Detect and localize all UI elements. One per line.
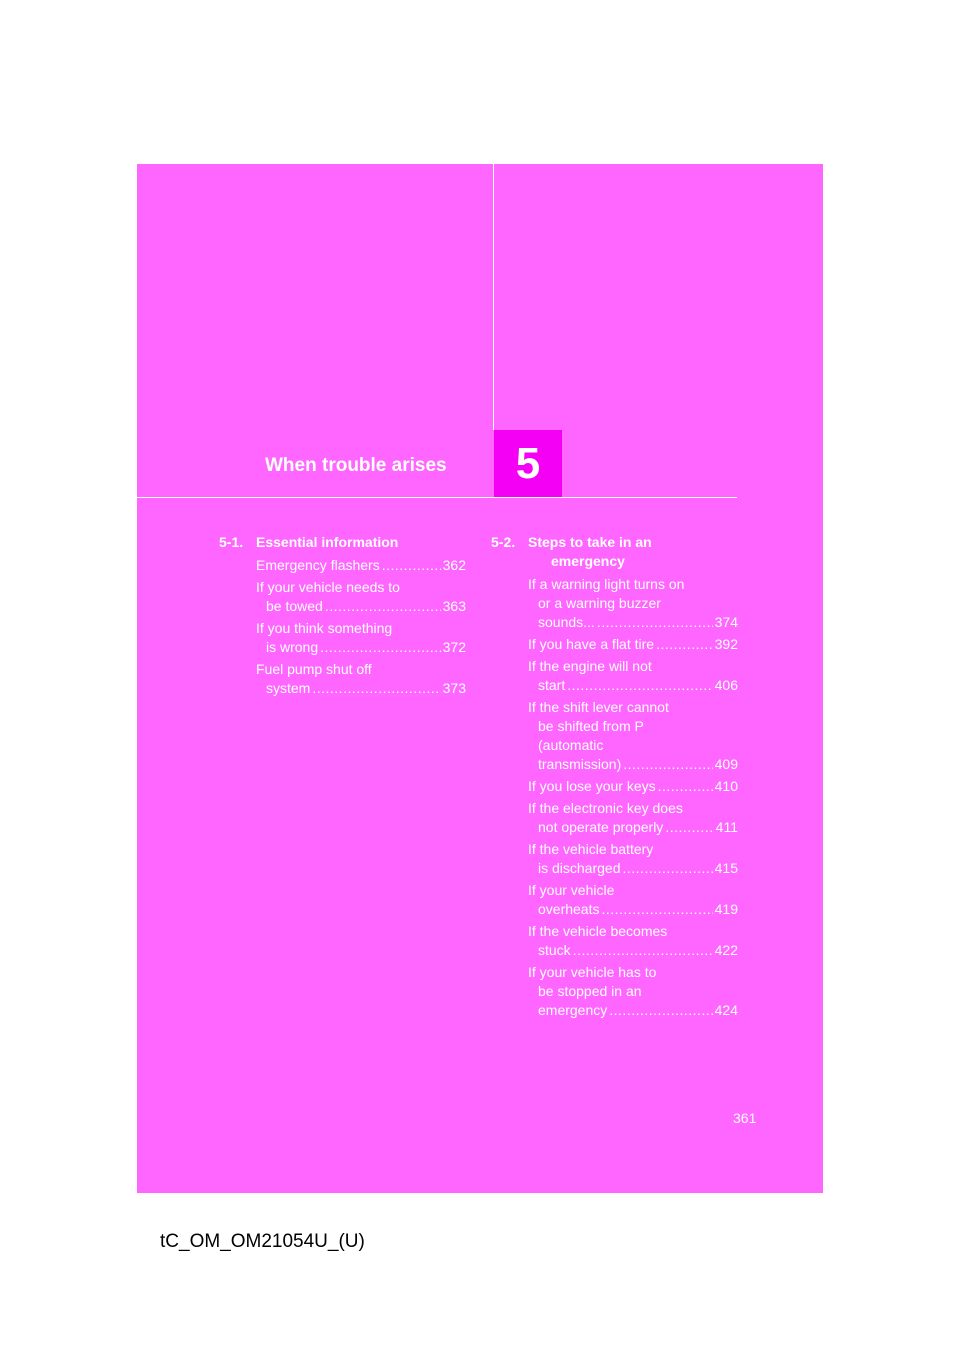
entry-page: 410 — [714, 778, 738, 794]
section-number: 5-1. — [219, 534, 244, 550]
section-title: Essential information — [256, 534, 399, 550]
section-title: Steps to take in an emergency — [528, 534, 652, 569]
entry-page: 362 — [442, 557, 466, 573]
toc-section-5-1 — [219, 533, 466, 698]
divider-horizontal — [137, 497, 737, 498]
chapter-title: When trouble arises — [265, 455, 447, 476]
toc-entry-fuel-pump-shut-off[interactable]: Fuel pump shut off system ..... 373 — [256, 660, 466, 698]
toc-entry-something-wrong[interactable]: If you think something is wrong ..... 372 — [256, 619, 466, 657]
entry-page: 422 — [714, 942, 738, 958]
toc-entry-warning-light[interactable]: If a warning light turns on or a warning buzzer sounds... ..... 374 — [528, 575, 738, 632]
divider-vertical — [493, 164, 494, 430]
toc-entry-overheats[interactable]: If your vehicle overheats ..... 419 — [528, 881, 738, 919]
page-number: 361 — [733, 1110, 757, 1126]
entry-page: 392 — [714, 636, 738, 652]
entry-page: 411 — [715, 819, 738, 835]
toc-entry-engine-will-not-start[interactable]: If the engine will not start ..... 406 — [528, 657, 738, 695]
toc-section-5-2 — [491, 533, 738, 1020]
entry-page: 373 — [442, 680, 466, 696]
toc-entry-vehicle-towed[interactable]: If your vehicle needs to be towed ..... 363 — [256, 578, 466, 616]
toc-entry-emergency-flashers[interactable]: Emergency flashers ..... 362 — [256, 556, 466, 575]
toc-entry-lose-keys[interactable]: If you lose your keys ..... 410 — [528, 777, 738, 796]
entry-page: 363 — [442, 598, 466, 614]
document-code: tC_OM_OM21054U_(U) — [160, 1231, 365, 1252]
entry-page: 372 — [442, 639, 466, 655]
toc-entry-vehicle-stuck[interactable]: If the vehicle becomes stuck ..... 422 — [528, 922, 738, 960]
toc-entry-stopped-in-emergency[interactable]: If your vehicle has to be stopped in an emergency ..... 424 — [528, 963, 738, 1020]
section-number: 5-2. — [491, 534, 516, 550]
entry-page: 374 — [714, 614, 738, 630]
toc-entry-flat-tire[interactable]: If you have a flat tire ..... 392 — [528, 635, 738, 654]
section-heading — [491, 533, 738, 571]
toc-entry-electronic-key[interactable]: If the electronic key does not operate properly ..... 411 — [528, 799, 738, 837]
toc-entry-battery-discharged[interactable]: If the vehicle battery is discharged ..... 415 — [528, 840, 738, 878]
toc-entry-shift-lever[interactable]: If the shift lever cannot be shifted from P (automatic transmission) ..... 409 — [528, 698, 738, 774]
entry-page: 406 — [714, 677, 738, 693]
entry-page: 415 — [714, 860, 738, 876]
entry-page: 409 — [714, 756, 738, 772]
chapter-number-tab — [494, 430, 562, 497]
entry-page: 419 — [714, 901, 738, 917]
entry-page: 424 — [714, 1002, 738, 1018]
chapter-number: 5 — [515, 438, 541, 488]
section-heading — [219, 533, 466, 552]
